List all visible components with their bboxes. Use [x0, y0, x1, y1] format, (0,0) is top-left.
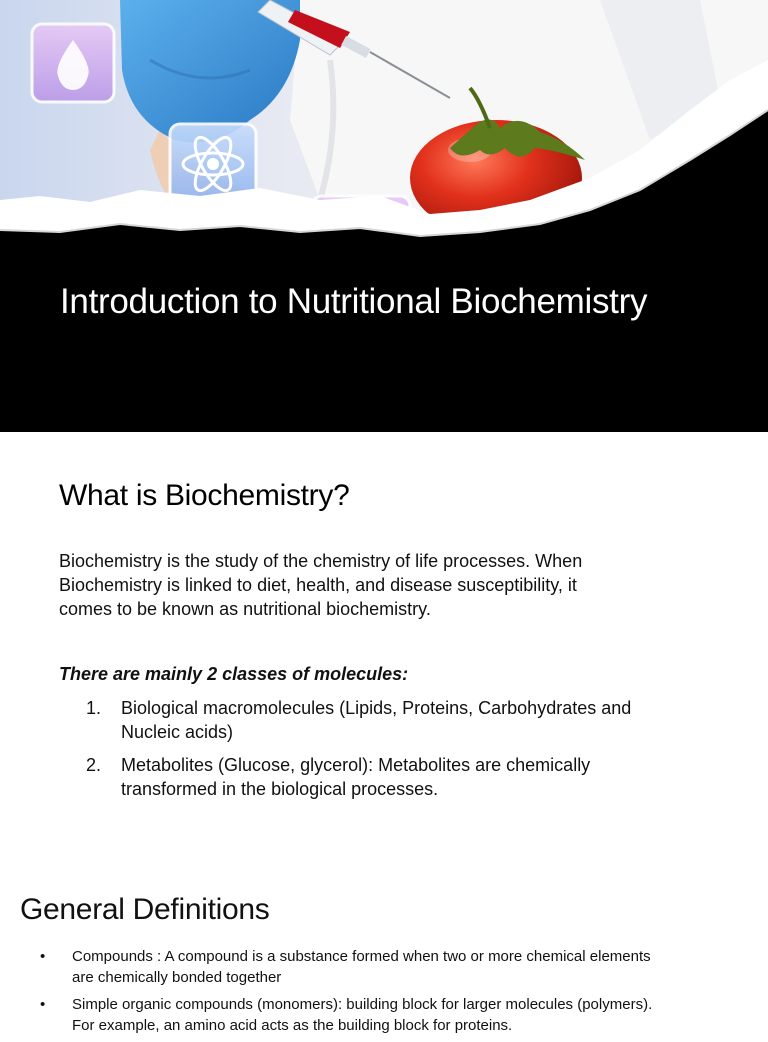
classes-subheading: There are mainly 2 classes of molecules: [59, 664, 409, 684]
slide-title: General Definitions [20, 893, 270, 926]
molecule-classes-list [86, 696, 726, 810]
list-number: 1. [86, 698, 102, 718]
list-item-line: For example, an amino acid acts as the building block for proteins. [72, 1017, 513, 1034]
list-item-line: Nucleic acids) [121, 722, 234, 742]
drop-icon [32, 24, 114, 102]
list-item-line: Biological macromolecules (Lipids, Proteins, Carbohydrates and [121, 698, 632, 718]
list-item-line: Simple organic compounds (monomers): building block for larger molecules (polymers). [72, 996, 653, 1013]
list-item [86, 696, 726, 744]
title-slide [0, 0, 768, 432]
what-is-biochemistry-slide [0, 432, 768, 864]
list-item-line: are chemically bonded together [72, 969, 282, 986]
list-item [40, 946, 760, 988]
slide-title: What is Biochemistry? [59, 479, 350, 512]
slide-title: Introduction to Nutritional Biochemistry [60, 282, 648, 321]
paragraph-line: comes to be known as nutritional biochemistry. [59, 599, 431, 619]
paragraph-line: Biochemistry is linked to diet, health, and disease susceptibility, it [59, 575, 577, 595]
hero-image [0, 0, 768, 432]
general-definitions-slide [0, 864, 768, 1034]
paragraph-line: Biochemistry is the study of the chemistry of life processes. When [59, 551, 583, 571]
list-item-line: Metabolites (Glucose, glycerol): Metabolites are chemically [121, 755, 591, 775]
list-item [40, 994, 760, 1036]
list-item [86, 753, 726, 801]
bullet-icon: • [40, 996, 46, 1013]
list-number: 2. [86, 755, 102, 775]
definition-paragraph [59, 549, 699, 621]
list-item-line: Compounds : A compound is a substance formed when two or more chemical elements [72, 948, 651, 965]
definitions-list [40, 946, 760, 1042]
list-item-line: transformed in the biological processes. [121, 779, 439, 799]
bullet-icon: • [40, 948, 46, 965]
